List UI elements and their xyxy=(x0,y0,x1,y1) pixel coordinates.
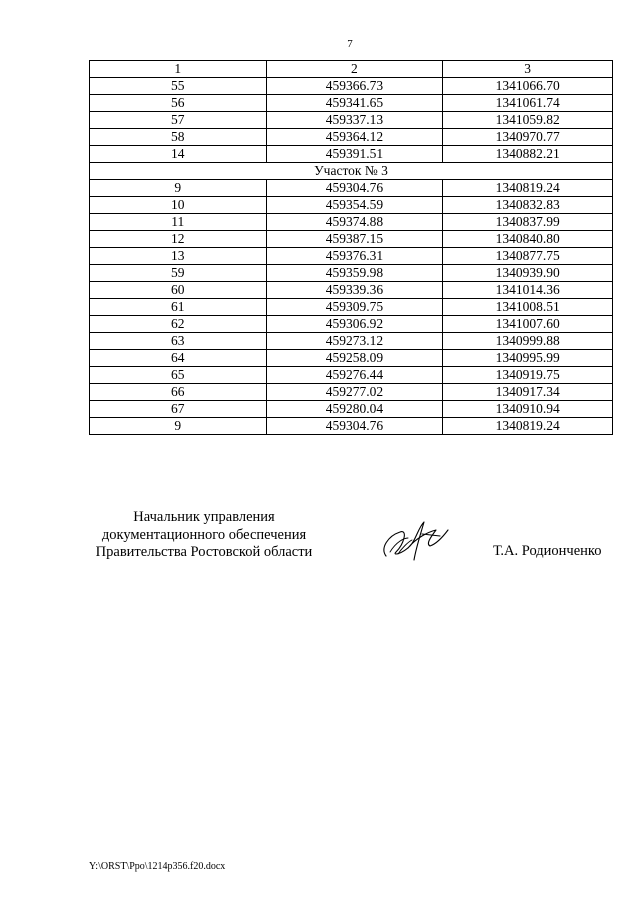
table-header-row xyxy=(90,61,613,78)
table-cell: 1340819.24 xyxy=(443,180,613,197)
table-cell: 459304.76 xyxy=(266,180,443,197)
table-cell: 11 xyxy=(90,214,267,231)
table-cell: 1340837.99 xyxy=(443,214,613,231)
table-cell: 459337.13 xyxy=(266,112,443,129)
table-row xyxy=(90,197,613,214)
document-file-path: Y:\ORST\Ppo\1214p356.f20.docx xyxy=(89,861,226,872)
table-cell: 9 xyxy=(90,180,267,197)
table-row xyxy=(90,418,613,435)
table-cell: 1340882.21 xyxy=(443,146,613,163)
table-cell: 459280.04 xyxy=(266,401,443,418)
table-cell: 459374.88 xyxy=(266,214,443,231)
table-row xyxy=(90,384,613,401)
table-cell: 459364.12 xyxy=(266,129,443,146)
coordinates-table xyxy=(89,60,613,435)
table-row xyxy=(90,129,613,146)
table-cell: 1341014.36 xyxy=(443,282,613,299)
table-row xyxy=(90,112,613,129)
table-cell: 459258.09 xyxy=(266,350,443,367)
table-cell: 62 xyxy=(90,316,267,333)
signatory-name: Т.А. Родионченко xyxy=(493,543,602,559)
table-cell: 1340877.75 xyxy=(443,248,613,265)
table-cell: 59 xyxy=(90,265,267,282)
table-cell: 459341.65 xyxy=(266,95,443,112)
position-line: Начальник управления xyxy=(133,509,275,525)
table-row xyxy=(90,401,613,418)
table-cell: 459309.75 xyxy=(266,299,443,316)
table-cell: 60 xyxy=(90,282,267,299)
table-cell: 10 xyxy=(90,197,267,214)
table-cell: 1340917.34 xyxy=(443,384,613,401)
table-cell: 1340919.75 xyxy=(443,367,613,384)
table-row xyxy=(90,231,613,248)
table-cell: 1340999.88 xyxy=(443,333,613,350)
table-cell: 1340910.94 xyxy=(443,401,613,418)
table-cell: 58 xyxy=(90,129,267,146)
table-cell: 13 xyxy=(90,248,267,265)
signatory-position xyxy=(89,509,319,562)
table-row xyxy=(90,95,613,112)
table-row xyxy=(90,299,613,316)
table-cell: 61 xyxy=(90,299,267,316)
table-cell: 459391.51 xyxy=(266,146,443,163)
table-cell: 459306.92 xyxy=(266,316,443,333)
section-title: Участок № 3 xyxy=(90,163,613,180)
table-cell: 1340840.80 xyxy=(443,231,613,248)
table-cell: 1341061.74 xyxy=(443,95,613,112)
section-title-row xyxy=(90,163,613,180)
table-cell: 66 xyxy=(90,384,267,401)
table-row xyxy=(90,214,613,231)
table-cell: 1340819.24 xyxy=(443,418,613,435)
table-row xyxy=(90,180,613,197)
table-row xyxy=(90,146,613,163)
table-cell: 459366.73 xyxy=(266,78,443,95)
table-cell: 63 xyxy=(90,333,267,350)
table-cell: 459359.98 xyxy=(266,265,443,282)
table-cell: 9 xyxy=(90,418,267,435)
table-cell: 67 xyxy=(90,401,267,418)
table-row xyxy=(90,248,613,265)
table-cell: 459276.44 xyxy=(266,367,443,384)
table-cell: 1341007.60 xyxy=(443,316,613,333)
table-cell: 1340832.83 xyxy=(443,197,613,214)
table-cell: 459277.02 xyxy=(266,384,443,401)
table-cell: 1340939.90 xyxy=(443,265,613,282)
table-cell: 57 xyxy=(90,112,267,129)
position-line: Правительства Ростовской области xyxy=(95,544,313,560)
table-cell: 56 xyxy=(90,95,267,112)
table-cell: 55 xyxy=(90,78,267,95)
table-cell: 65 xyxy=(90,367,267,384)
table-cell: 459387.15 xyxy=(266,231,443,248)
table-header-cell: 3 xyxy=(443,61,613,78)
table-cell: 459304.76 xyxy=(266,418,443,435)
table-row xyxy=(90,78,613,95)
table-cell: 1341008.51 xyxy=(443,299,613,316)
table-cell: 459376.31 xyxy=(266,248,443,265)
table-cell: 1340995.99 xyxy=(443,350,613,367)
table-row xyxy=(90,333,613,350)
position-line: документационного обеспечения xyxy=(101,526,307,543)
table-cell: 12 xyxy=(90,231,267,248)
page-number: 7 xyxy=(347,38,353,50)
table-row xyxy=(90,350,613,367)
table-cell: 459354.59 xyxy=(266,197,443,214)
table-cell: 1341059.82 xyxy=(443,112,613,129)
table-cell: 1341066.70 xyxy=(443,78,613,95)
table-header-cell: 1 xyxy=(90,61,267,78)
handwritten-signature xyxy=(378,508,458,568)
table-row xyxy=(90,265,613,282)
table-row xyxy=(90,316,613,333)
table-row xyxy=(90,282,613,299)
table-header-cell: 2 xyxy=(266,61,443,78)
table-cell: 14 xyxy=(90,146,267,163)
table-cell: 64 xyxy=(90,350,267,367)
table-row xyxy=(90,367,613,384)
table-cell: 1340970.77 xyxy=(443,129,613,146)
table-cell: 459339.36 xyxy=(266,282,443,299)
table-cell: 459273.12 xyxy=(266,333,443,350)
